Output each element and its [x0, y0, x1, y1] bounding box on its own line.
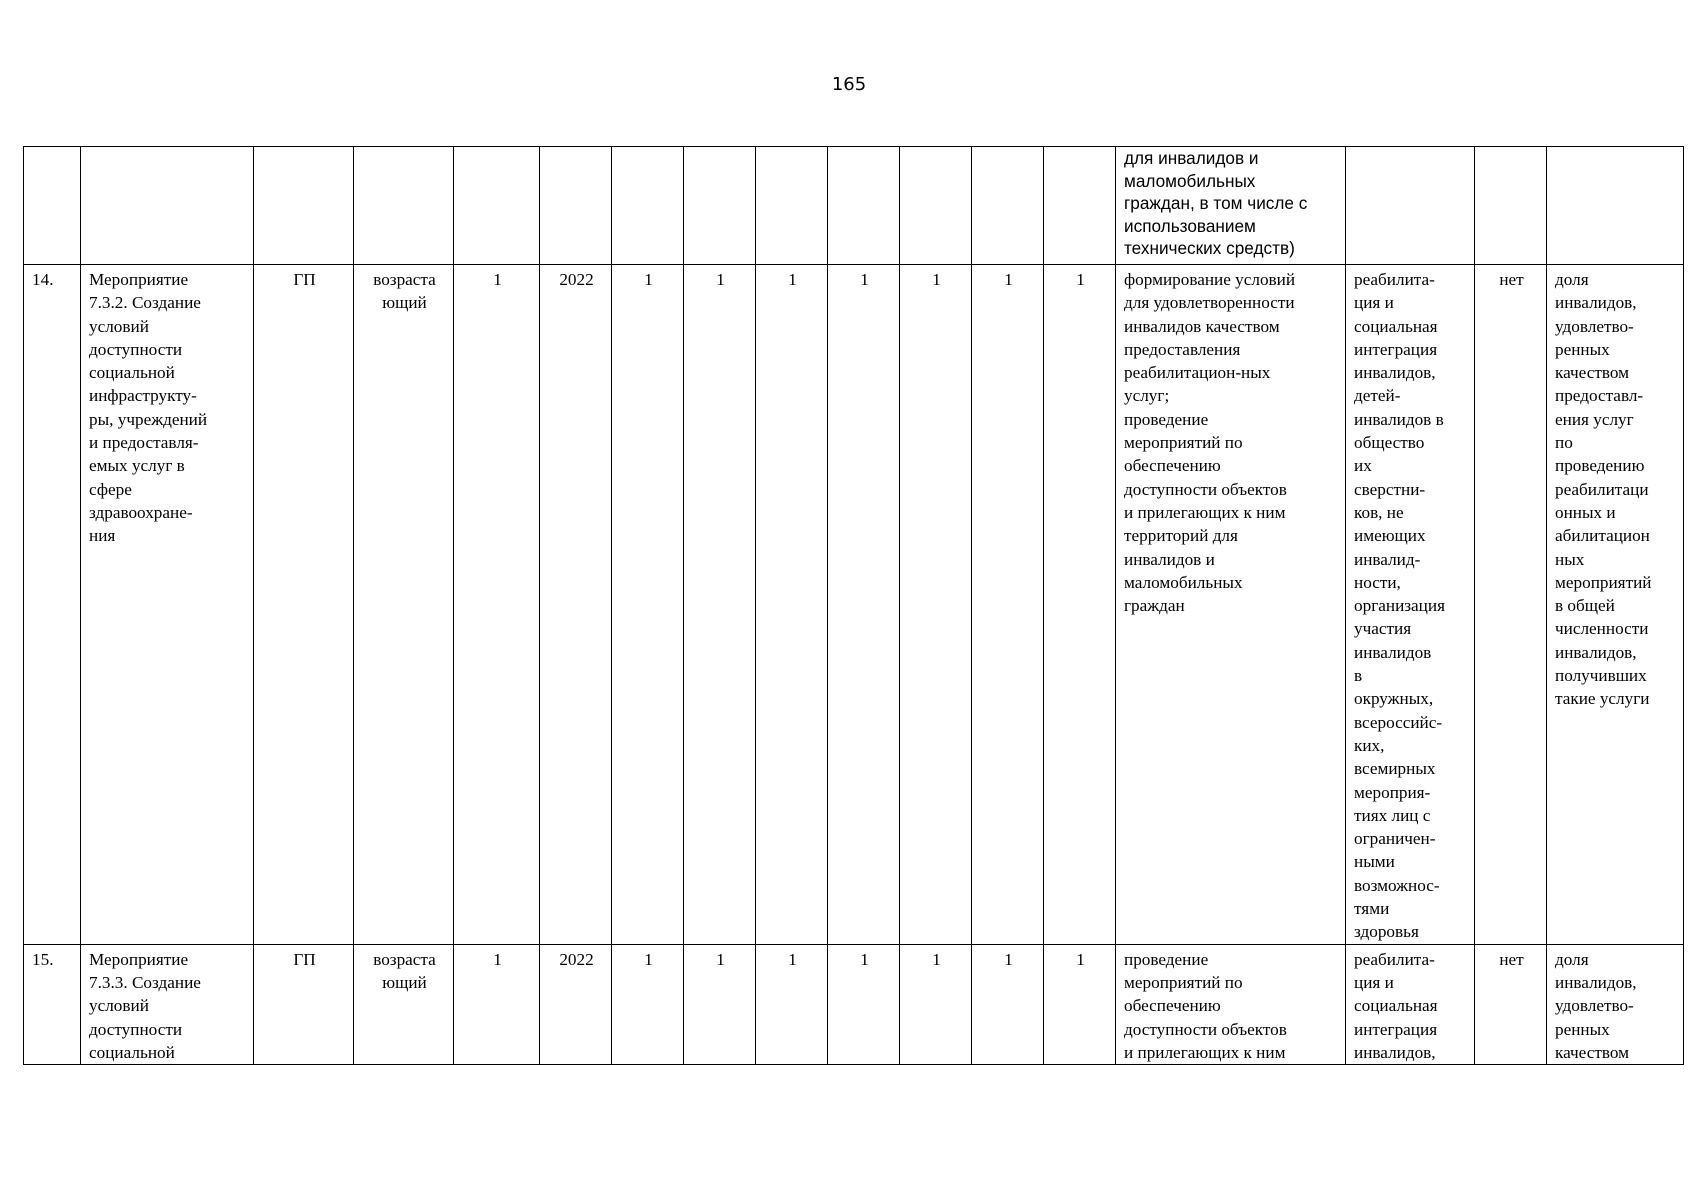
- base-value: 1: [454, 265, 540, 945]
- direction: реабилита- ция и социальная интеграция инвалидов, детей- инвалидов в общество их сверстни- ков, не имеющих инвалид- ности, организация участия инвалидов в окружных, всероссийс- ких, всемирных мероприя- тиях лиц с ограничен- ными возможнос- тями здоровья: [1346, 265, 1475, 945]
- value-6: [972, 147, 1044, 265]
- event-name: Мероприятие 7.3.2. Создание условий доступности социальной инфраструкту- ры, учреждений и предоставля- емых услуг в сфере здравоохране- ния: [81, 265, 254, 945]
- expected-result: формирование условий для удовлетворенности инвалидов качеством предоставления реабилитацион-ных услуг; проведение мероприятий по обеспечению доступности объектов и прилегающих к ним территорий для инвалидов и маломобильных граждан: [1116, 265, 1346, 945]
- executor: ГП: [254, 944, 354, 1064]
- indicator-type: возраста ющий: [354, 944, 454, 1064]
- table-row: [24, 265, 1684, 945]
- value-5: [900, 147, 972, 265]
- value-2: 1: [684, 265, 756, 945]
- indicator-type: [354, 147, 454, 265]
- value-1: 1: [612, 265, 684, 945]
- expected-result: для инвалидов и маломобильных граждан, в том числе с использованием технических средств): [1116, 147, 1346, 265]
- value-4: 1: [828, 944, 900, 1064]
- target-indicator: [1547, 147, 1684, 265]
- risk: [1475, 147, 1547, 265]
- target-indicator: доля инвалидов, удовлетво- ренных качеством: [1547, 944, 1684, 1064]
- row-number: 15.: [24, 944, 81, 1064]
- value-7: 1: [1044, 944, 1116, 1064]
- target-indicator: доля инвалидов, удовлетво- ренных качеством предоставл- ения услуг по проведению реабилитаци онных и абилитацион ных мероприятий в общей численности инвалидов, получивших такие услуги: [1547, 265, 1684, 945]
- base-value: [454, 147, 540, 265]
- value-7: 1: [1044, 265, 1116, 945]
- base-value: 1: [454, 944, 540, 1064]
- base-year: 2022: [540, 265, 612, 945]
- value-3: 1: [756, 265, 828, 945]
- table-row: [24, 944, 1684, 1064]
- direction: [1346, 147, 1475, 265]
- value-6: 1: [972, 944, 1044, 1064]
- event-name: [81, 147, 254, 265]
- base-year: 2022: [540, 944, 612, 1064]
- value-4: [828, 147, 900, 265]
- value-2: [684, 147, 756, 265]
- direction: реабилита- ция и социальная интеграция инвалидов,: [1346, 944, 1475, 1064]
- page-number: 165: [831, 74, 867, 95]
- value-6: 1: [972, 265, 1044, 945]
- value-7: [1044, 147, 1116, 265]
- row-number: [24, 147, 81, 265]
- expected-result: проведение мероприятий по обеспечению доступности объектов и прилегающих к ним: [1116, 944, 1346, 1064]
- indicator-type: возраста ющий: [354, 265, 454, 945]
- row-number: 14.: [24, 265, 81, 945]
- program-events-table: [23, 146, 1684, 1065]
- executor: ГП: [254, 265, 354, 945]
- event-name: Мероприятие 7.3.3. Создание условий доступности социальной: [81, 944, 254, 1064]
- value-1: 1: [612, 944, 684, 1064]
- value-3: [756, 147, 828, 265]
- value-5: 1: [900, 944, 972, 1064]
- table-row: [24, 147, 1684, 265]
- value-2: 1: [684, 944, 756, 1064]
- risk: нет: [1475, 944, 1547, 1064]
- value-5: 1: [900, 265, 972, 945]
- base-year: [540, 147, 612, 265]
- risk: нет: [1475, 265, 1547, 945]
- value-1: [612, 147, 684, 265]
- value-3: 1: [756, 944, 828, 1064]
- value-4: 1: [828, 265, 900, 945]
- executor: [254, 147, 354, 265]
